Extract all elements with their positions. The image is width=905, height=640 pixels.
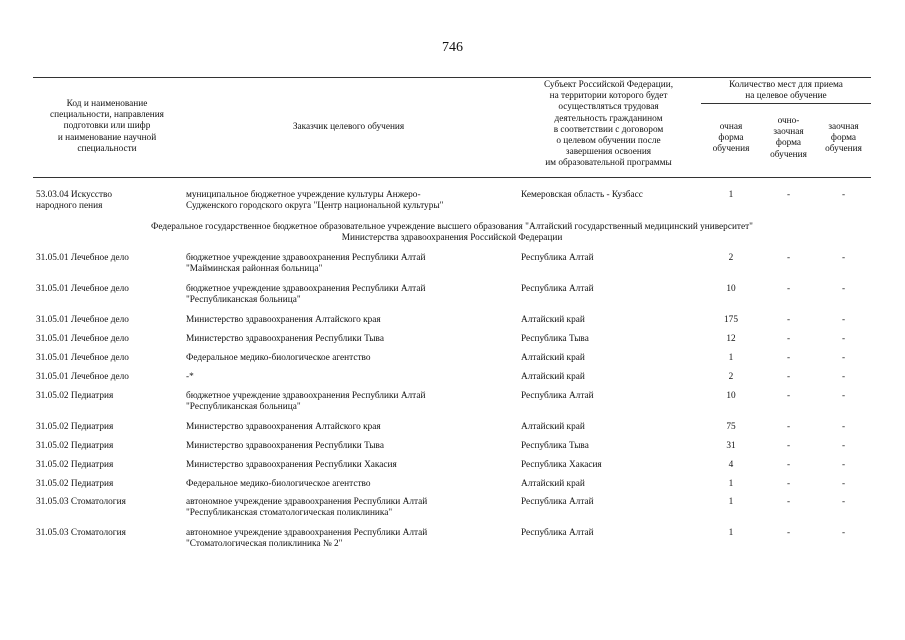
header-part-time: очно- заочная форма обучения <box>770 116 807 160</box>
cell-full-time: 1 <box>728 528 734 538</box>
header-places: Количество мест для приема на целевое обучение <box>729 80 843 102</box>
cell-customer: бюджетное учреждение здравоохранения Республики Алтай "Республиканская больница" <box>186 284 426 306</box>
cell-full-time: 1 <box>728 190 734 200</box>
cell-subject: Республика Хакасия <box>521 460 602 470</box>
cell-extramural: - <box>841 391 846 401</box>
cell-code: 31.05.01 Лечебное дело <box>36 315 129 325</box>
header-extramural: заочная форма обучения <box>825 122 862 155</box>
cell-code: 31.05.01 Лечебное дело <box>36 284 129 294</box>
cell-subject: Кемеровская область - Кузбасс <box>521 190 643 200</box>
cell-code: 31.05.02 Педиатрия <box>36 391 114 401</box>
cell-extramural: - <box>841 441 846 451</box>
page-number: 746 <box>442 40 463 55</box>
cell-customer: бюджетное учреждение здравоохранения Республики Алтай "Майминская районная больница" <box>186 253 426 275</box>
header-customer: Заказчик целевого обучения <box>292 122 405 132</box>
header-bottom-rule <box>33 177 871 178</box>
cell-part-time: - <box>786 479 791 489</box>
cell-code: 53.03.04 Искусство народного пения <box>36 190 113 212</box>
cell-subject: Республика Алтай <box>521 284 594 294</box>
cell-customer: Федеральное медико-биологическое агентство <box>186 479 371 489</box>
cell-part-time: - <box>786 372 791 382</box>
cell-subject: Республика Тыва <box>521 334 589 344</box>
cell-subject: Алтайский край <box>521 315 585 325</box>
cell-full-time: 175 <box>724 315 738 325</box>
cell-full-time: 10 <box>726 391 736 401</box>
cell-full-time: 4 <box>728 460 734 470</box>
cell-part-time: - <box>786 190 791 200</box>
cell-customer: Министерство здравоохранения Республики Хакасия <box>186 460 397 470</box>
cell-customer: автономное учреждение здравоохранения Республики Алтай "Стоматологическая поликлиника № 2" <box>186 528 428 550</box>
cell-customer: Министерство здравоохранения Республики Тыва <box>186 334 384 344</box>
cell-code: 31.05.02 Педиатрия <box>36 441 114 451</box>
cell-code: 31.05.02 Педиатрия <box>36 422 114 432</box>
cell-full-time: 1 <box>728 497 734 507</box>
cell-part-time: - <box>786 528 791 538</box>
cell-extramural: - <box>841 528 846 538</box>
cell-full-time: 75 <box>726 422 736 432</box>
cell-customer: бюджетное учреждение здравоохранения Республики Алтай "Республиканская больница" <box>186 391 426 413</box>
cell-part-time: - <box>786 497 791 507</box>
header-code: Код и наименование специальности, направления подготовки или шифр и наименование научной специальности <box>50 99 164 154</box>
cell-customer: автономное учреждение здравоохранения Республики Алтай "Республиканская стоматологическая поликлиника" <box>186 497 428 519</box>
cell-customer: муниципальное бюджетное учреждение культуры Анжеро- Судженского городского округа "Центр национальной культуры" <box>186 190 444 212</box>
cell-part-time: - <box>786 422 791 432</box>
cell-extramural: - <box>841 353 846 363</box>
cell-extramural: - <box>841 372 846 382</box>
header-full-time: очная форма обучения <box>712 122 750 155</box>
cell-extramural: - <box>841 284 846 294</box>
cell-part-time: - <box>786 353 791 363</box>
cell-subject: Республика Алтай <box>521 497 594 507</box>
cell-subject: Алтайский край <box>521 353 585 363</box>
cell-subject: Республика Алтай <box>521 528 594 538</box>
cell-extramural: - <box>841 253 846 263</box>
header-places-rule <box>701 103 871 104</box>
cell-subject: Алтайский край <box>521 479 585 489</box>
cell-code: 31.05.01 Лечебное дело <box>36 353 129 363</box>
cell-code: 31.05.01 Лечебное дело <box>36 372 129 382</box>
cell-subject: Алтайский край <box>521 422 585 432</box>
cell-full-time: 31 <box>726 441 736 451</box>
cell-part-time: - <box>786 460 791 470</box>
cell-customer: Министерство здравоохранения Алтайского края <box>186 315 381 325</box>
section-heading: Федеральное государственное бюджетное образовательное учреждение высшего образования "Алтайский государственный медицинский университет" Министерства здравоохранения Российской Федерации <box>151 222 753 244</box>
cell-code: 31.05.02 Педиатрия <box>36 479 114 489</box>
cell-code: 31.05.03 Стоматология <box>36 528 126 538</box>
cell-extramural: - <box>841 422 846 432</box>
cell-full-time: 2 <box>728 372 734 382</box>
cell-customer: Министерство здравоохранения Алтайского края <box>186 422 381 432</box>
cell-code: 31.05.01 Лечебное дело <box>36 253 129 263</box>
cell-subject: Республика Алтай <box>521 391 594 401</box>
cell-extramural: - <box>841 460 846 470</box>
cell-code: 31.05.01 Лечебное дело <box>36 334 129 344</box>
cell-full-time: 1 <box>728 353 734 363</box>
cell-code: 31.05.02 Педиатрия <box>36 460 114 470</box>
cell-part-time: - <box>786 315 791 325</box>
cell-part-time: - <box>786 391 791 401</box>
header-subject: Субъект Российской Федерации, на территории которого будет осуществляться трудовая деятельность гражданином в соответствии с договором о целевом обучении после завершения освоения им образовательной программы <box>543 80 674 169</box>
cell-code: 31.05.03 Стоматология <box>36 497 126 507</box>
cell-full-time: 12 <box>726 334 736 344</box>
cell-part-time: - <box>786 284 791 294</box>
cell-full-time: 10 <box>726 284 736 294</box>
cell-extramural: - <box>841 479 846 489</box>
cell-extramural: - <box>841 315 846 325</box>
cell-customer: -* <box>186 372 194 382</box>
cell-subject: Республика Тыва <box>521 441 589 451</box>
cell-subject: Алтайский край <box>521 372 585 382</box>
header-top-rule <box>33 77 871 78</box>
cell-customer: Федеральное медико-биологическое агентство <box>186 353 371 363</box>
cell-extramural: - <box>841 334 846 344</box>
cell-part-time: - <box>786 253 791 263</box>
cell-part-time: - <box>786 441 791 451</box>
cell-extramural: - <box>841 190 846 200</box>
cell-customer: Министерство здравоохранения Республики Тыва <box>186 441 384 451</box>
cell-part-time: - <box>786 334 791 344</box>
cell-full-time: 1 <box>728 479 734 489</box>
cell-full-time: 2 <box>728 253 734 263</box>
cell-extramural: - <box>841 497 846 507</box>
cell-subject: Республика Алтай <box>521 253 594 263</box>
